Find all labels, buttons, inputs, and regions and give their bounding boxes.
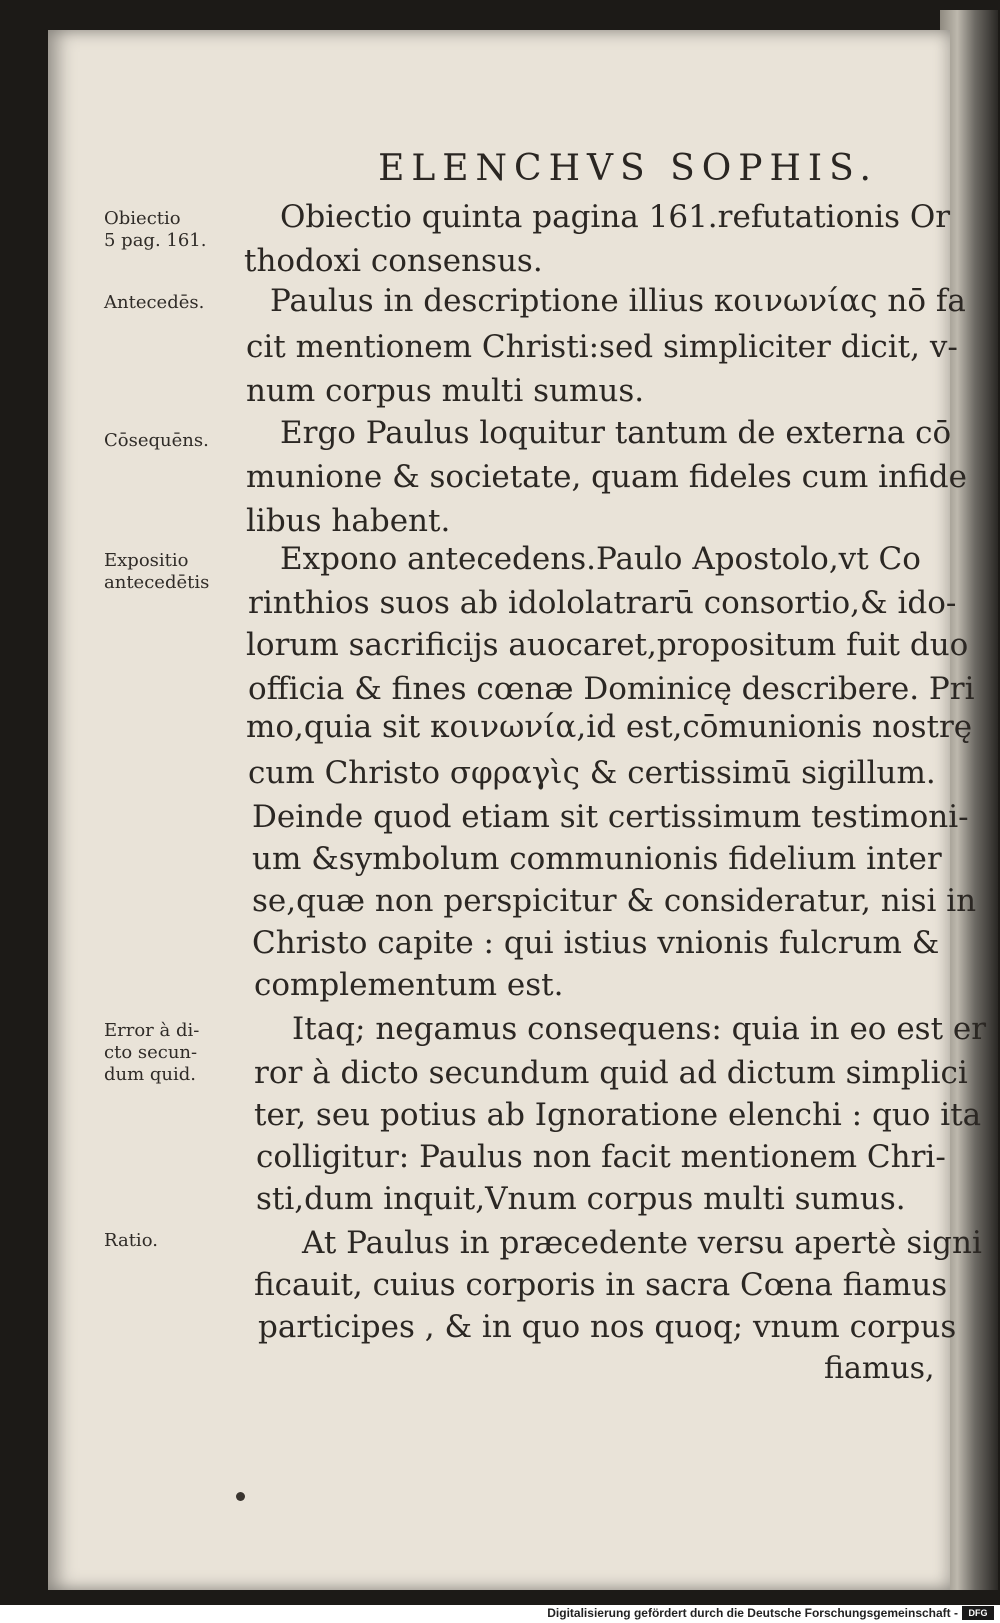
margin-note-line: Obiectio xyxy=(104,208,181,229)
margin-note xyxy=(104,1020,244,1086)
catchword: fiamus, xyxy=(824,1351,935,1386)
text-line: participes , & in quo nos quoq; vnum corpus xyxy=(258,1309,957,1345)
text-line: Itaq; negamus consequens: quia in eo est er xyxy=(292,1011,987,1047)
text-line: Christo capite : qui istius vnionis fulcrum & xyxy=(252,925,940,961)
text-line: Paulus in descriptione illius κοινωνίας nō fa xyxy=(270,283,966,319)
margin-note xyxy=(104,208,244,252)
text-line: munione & societate, quam fideles cum infide xyxy=(246,459,967,495)
footer-text: Digitalisierung gefördert durch die Deutsche Forschungsgemeinschaft - xyxy=(547,1606,958,1620)
margin-note-line: antecedētis xyxy=(104,572,210,593)
book-page xyxy=(48,30,987,1590)
margin-note-line: Cōsequēns. xyxy=(104,430,209,451)
margin-note-line: Antecedēs. xyxy=(104,292,205,313)
text-line: libus habent. xyxy=(246,503,451,539)
text-line: lorum sacrificijs auocaret,propositum fuit duo xyxy=(246,627,969,663)
ink-blot xyxy=(236,1492,245,1501)
text-line: At Paulus in præcedente versu apertè signi xyxy=(302,1225,982,1261)
margin-note xyxy=(104,292,244,314)
text-line: cum Christo σφραγὶς & certissimū sigillum. xyxy=(248,755,936,791)
text-line: cit mentionem Christi:sed simpliciter dicit, v- xyxy=(246,329,958,365)
footer-bar xyxy=(0,1605,1000,1623)
margin-note-line: Ratio. xyxy=(104,1230,158,1251)
margin-note-line: Error à di- xyxy=(104,1020,200,1041)
text-line: ter, seu potius ab Ignoratione elenchi : quo ita xyxy=(254,1097,982,1133)
text-line: complementum est. xyxy=(254,967,564,1003)
margin-note xyxy=(104,430,244,452)
text-line: colligitur: Paulus non facit mentionem Chri- xyxy=(256,1139,946,1175)
text-line: thodoxi consensus. xyxy=(244,243,543,279)
text-line: sti,dum inquit,Vnum corpus multi sumus. xyxy=(256,1181,906,1217)
text-line: se,quæ non perspicitur & consideratur, nisi in xyxy=(252,883,977,919)
text-line: Deinde quod etiam sit certissimum testimoni- xyxy=(252,799,969,835)
margin-note xyxy=(104,1230,244,1252)
text-line: ficauit, cuius corporis in sacra Cœna fiamus xyxy=(254,1267,948,1303)
margin-note-line: dum quid. xyxy=(104,1064,197,1085)
text-line: officia & fines cœnæ Dominicę describere. Pri xyxy=(248,671,975,707)
text-line: um &symbolum communionis fidelium inter xyxy=(252,841,942,877)
text-line: Expono antecedens.Paulo Apostolo,vt Co xyxy=(280,541,921,577)
text-line: Ergo Paulus loquitur tantum de externa cō xyxy=(280,415,952,451)
text-line: rinthios suos ab idololatrarū consortio,& ido- xyxy=(248,585,957,621)
text-line: ror à dicto secundum quid ad dictum simplici xyxy=(254,1055,968,1091)
margin-note xyxy=(104,550,244,594)
dfg-logo: DFG xyxy=(962,1606,994,1620)
margin-note-line: 5 pag. 161. xyxy=(104,230,207,251)
text-line: mo,quia sit κοινωνία,id est,cōmunionis nostrę xyxy=(246,709,973,745)
text-line: num corpus multi sumus. xyxy=(246,373,645,409)
text-line: Obiectio quinta pagina 161.refutationis Or xyxy=(280,199,951,235)
margin-note-line: Expositio xyxy=(104,550,189,571)
margin-note-line: cto secun- xyxy=(104,1042,198,1063)
running-head: ELENCHVS SOPHIS. xyxy=(378,148,878,189)
